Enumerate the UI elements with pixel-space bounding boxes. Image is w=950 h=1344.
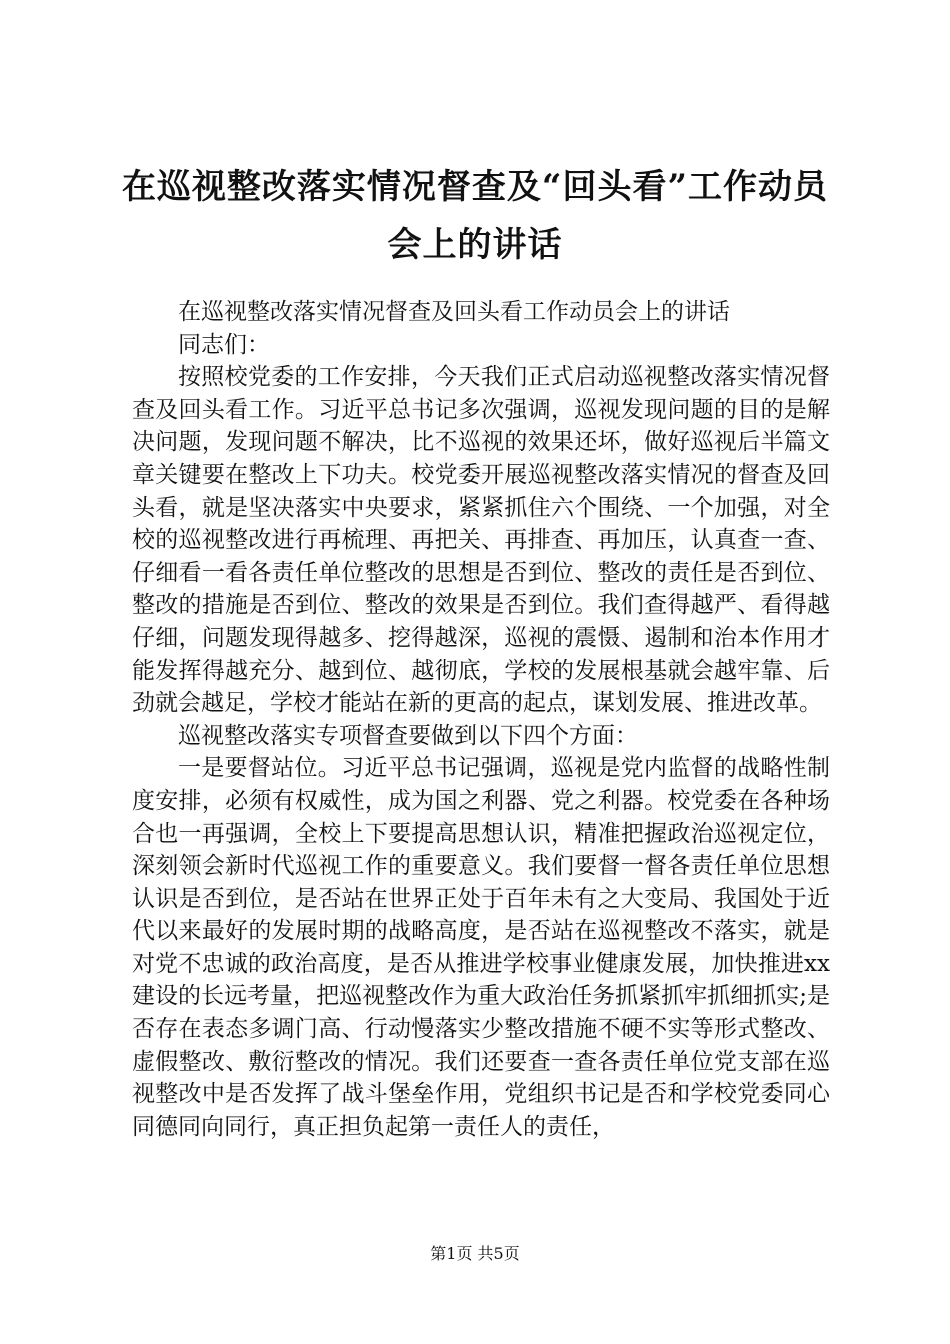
paragraph-3: 一是要督站位。习近平总书记强调，巡视是党内监督的战略性制度安排，必须有权威性，成为国之利器、党之利器。校党委在各种场合也一再强调，全校上下要提高思想认识，精准把握政治巡视定位，深刻领会新时代巡视工作的重要意义。我们要督一督各责任单位思想认识是否到位，是否站在世界正处于百年未有之大变局、我国处于近代以来最好的发展时期的战略高度，是否站在巡视整改不落实，就是对党不忠诚的政治高度，是否从推进学校事业健康发展，加快推进xx建设的长远考量，把巡视整改作为重大政治任务抓紧抓牢抓细抓实;是否存在表态多调门高、行动慢落实少整改措施不硬不实等形式整改、虚假整改、敷衍整改的情况。我们还要查一查各责任单位党支部在巡视整改中是否发挥了战斗堡垒作用，党组织书记是否和学校党委同心同德同向同行，真正担负起第一责任人的责任，	[132, 755, 830, 1140]
document-title: 在巡视整改落实情况督查及“回头看”工作动员会上的讲话	[121, 167, 829, 265]
paragraph-1: 按照校党委的工作安排，今天我们正式启动巡视整改落实情况督查及回头看工作。习近平总书记多次强调，巡视发现问题的目的是解决问题，发现问题不解决，比不巡视的效果还坏，做好巡视后半篇文章关键要在整改上下功夫。校党委开展巡视整改落实情况的督查及回头看，就是坚决落实中央要求，紧紧抓住六个围绕、一个加强，对全校的巡视整改进行再梳理、再把关、再排查、再加压，认真查一查、仔细看一看各责任单位整改的思想是否到位、整改的责任是否到位、整改的措施是否到位、整改的效果是否到位。我们查得越严、看得越仔细，问题发现得越多、挖得越深，巡视的震慑、遏制和治本作用才能发挥得越充分、越到位、越彻底，学校的发展根基就会越牢靠、后劲就会越足，学校才能站在新的更高的起点，谋划发展、推进改革。	[132, 364, 830, 717]
paragraph-2: 巡视整改落实专项督查要做到以下四个方面：	[178, 722, 638, 749]
salutation: 同志们：	[178, 331, 270, 358]
subtitle-line: 在巡视整改落实情况督查及回头看工作动员会上的讲话	[178, 299, 730, 325]
document-body	[132, 296, 830, 1143]
page-footer: 第1页 共5页	[430, 1244, 520, 1263]
